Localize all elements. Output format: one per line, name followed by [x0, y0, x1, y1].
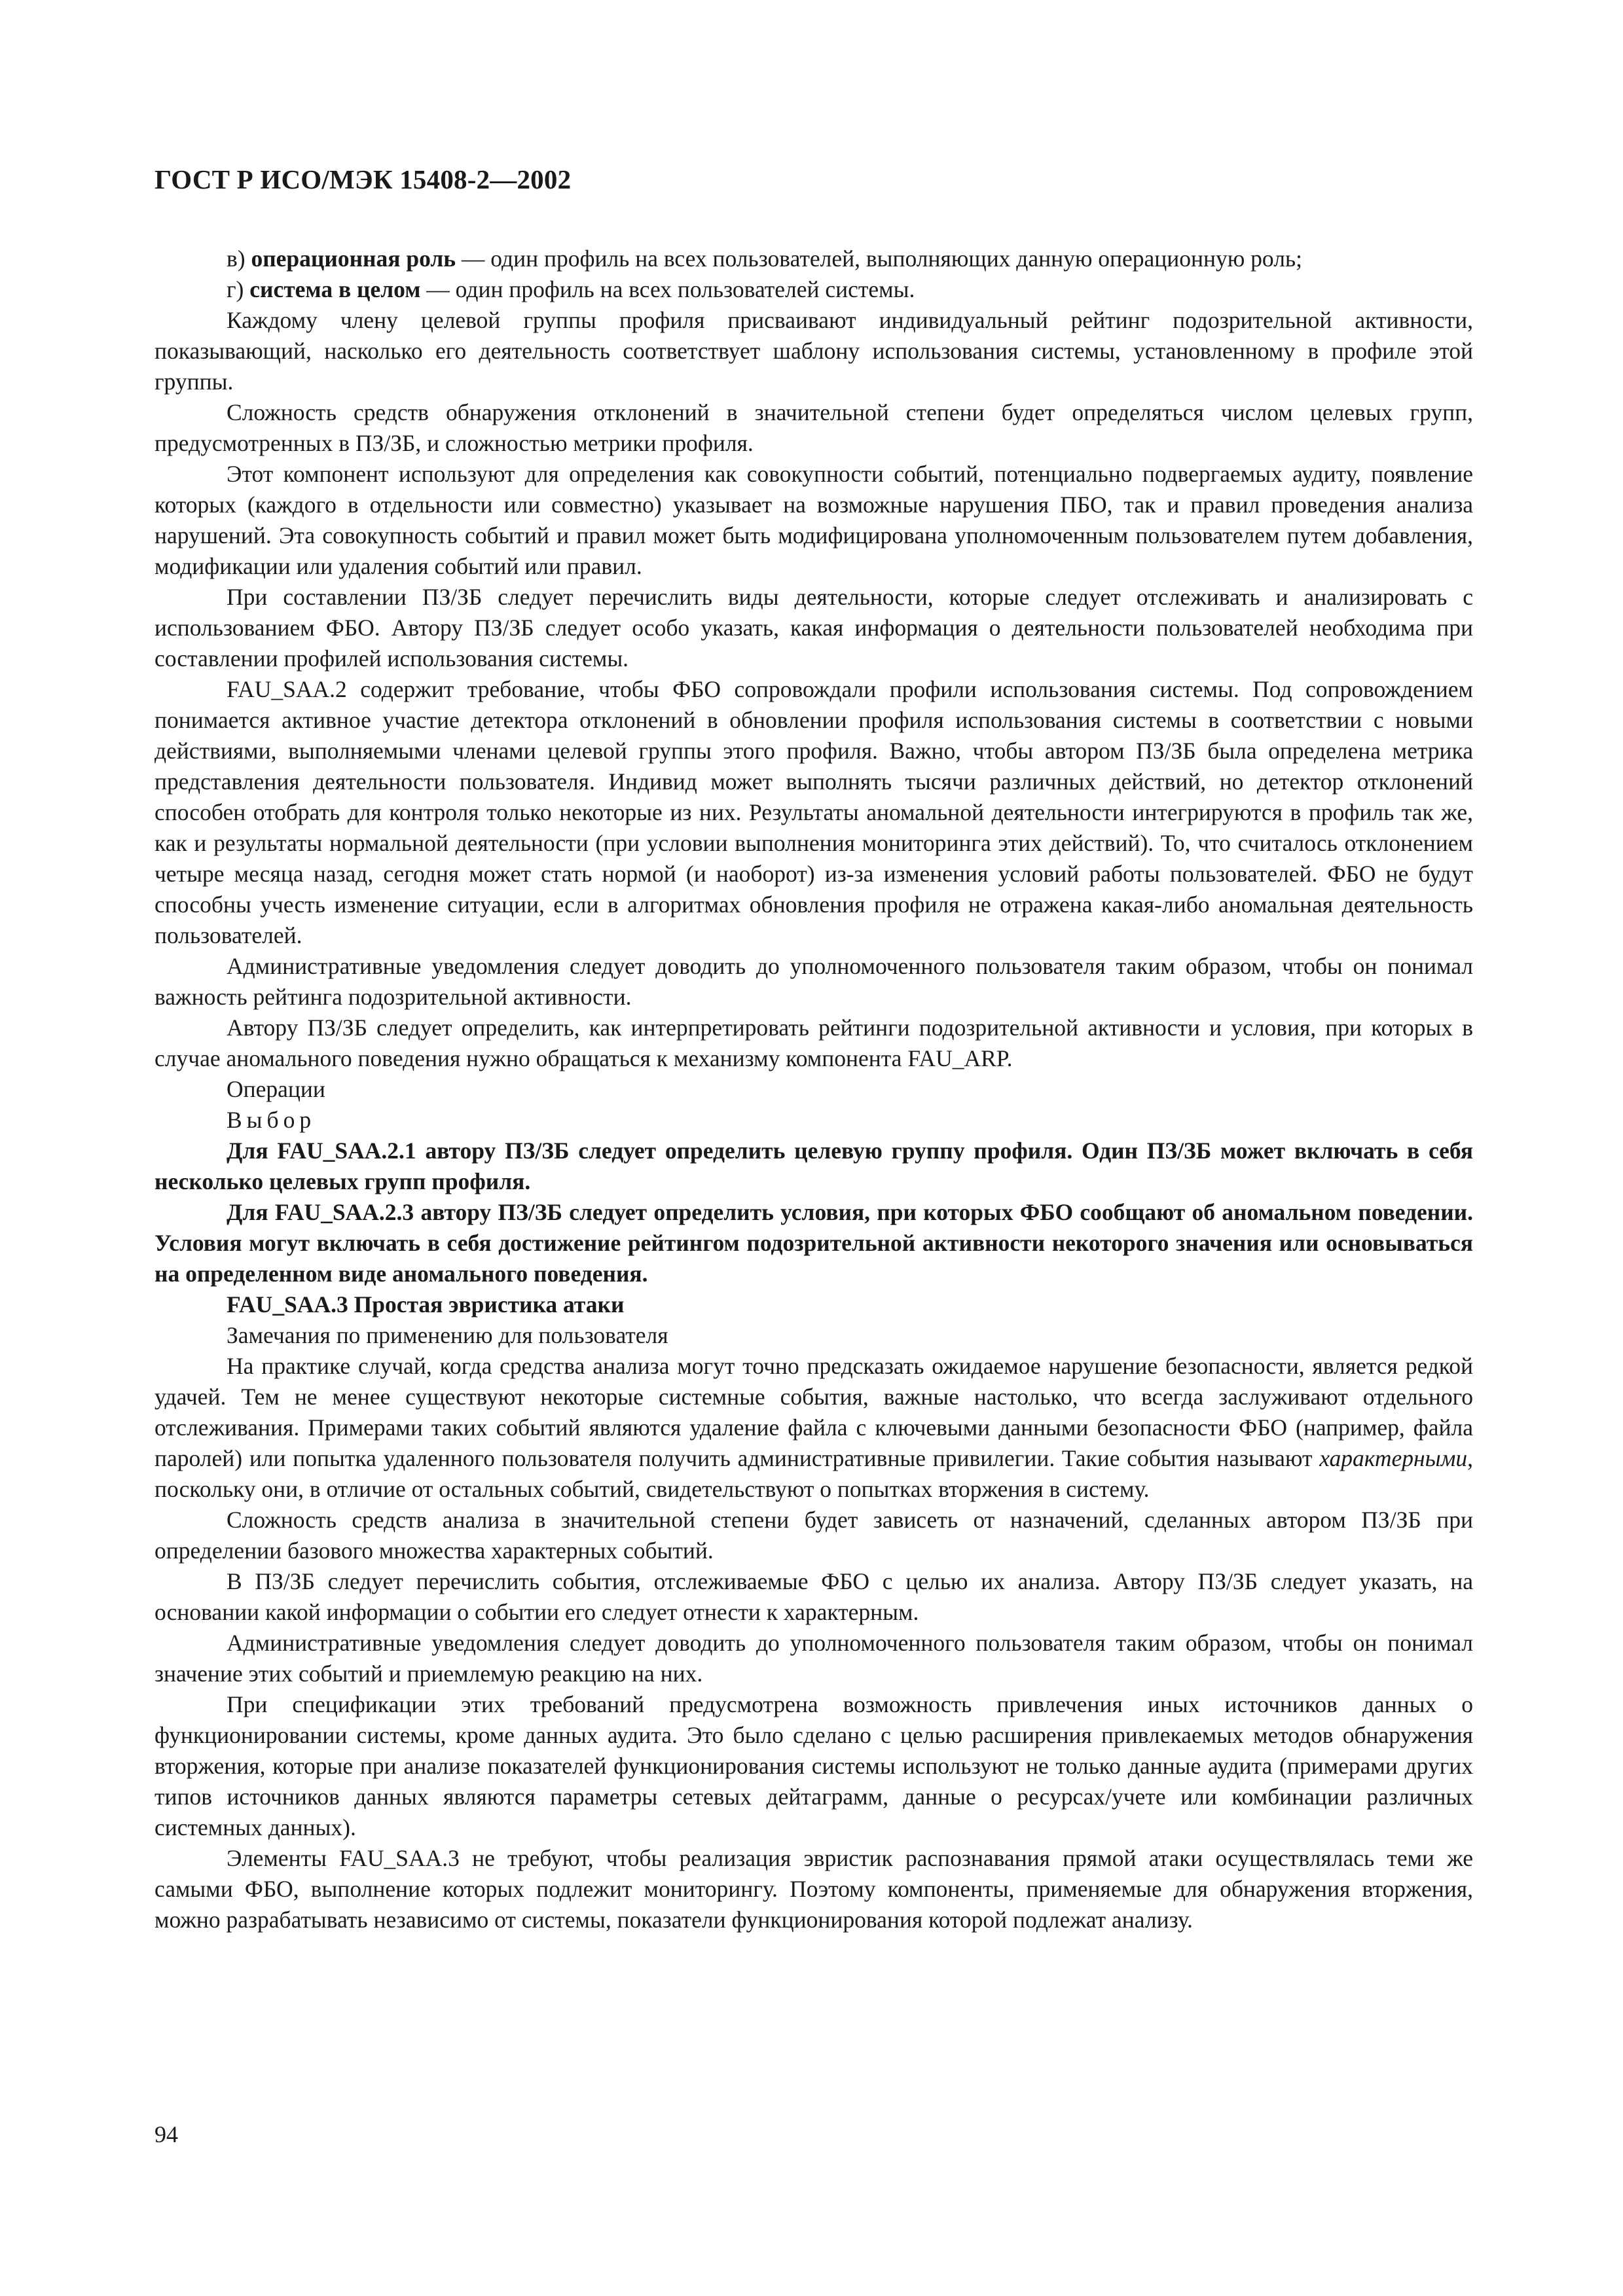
paragraph: Административные уведомления следует доводить до уполномоченного пользователя таким образом, чтобы он понимал важность рейтинга подозрительной активности. [155, 953, 1473, 1010]
paragraph: Административные уведомления следует доводить до уполномоченного пользователя таким образом, чтобы он понимал значение этих событий и приемлемую реакцию на них. [155, 1630, 1473, 1687]
paragraph: Автору ПЗ/ЗБ следует определить, как интерпретировать рейтинги подозрительной активности и условия, при которых в случае аномального поведения нужно обращаться к механизму компонента FAU_ARP. [155, 1014, 1473, 1071]
document-body [155, 243, 1473, 1935]
paragraph: На практике случай, когда средства анализа могут точно предсказать ожидаемое нарушение безопасности, является редкой удачей. Тем не менее существуют некоторые системные события, важные настолько, что всегда заслуживают отдельного отслеживания. Примерами таких событий являются удаление файла с ключевыми данными безопасности ФБО (например, файла паролей) или попытка удаленного пользователя получить административные привилегии. Такие события называют характерными, поскольку они, в отличие от остальных событий, свидетельствуют о попытках вторжения в систему. [155, 1353, 1473, 1502]
subheading-operations: Операции [227, 1076, 325, 1102]
subheading-user-notes: Замечания по применению для пользователя [227, 1322, 668, 1348]
paragraph: Сложность средств обнаружения отклонений в значительной степени будет определяться числом целевых групп, предусмотренных в ПЗ/ЗБ, и сложностью метрики профиля. [155, 399, 1473, 456]
document-header: ГОСТ Р ИСО/МЭК 15408-2—2002 [155, 164, 572, 194]
paragraph: Каждому члену целевой группы профиля присваивают индивидуальный рейтинг подозрительной активности, показывающий, насколько его деятельность соответствует шаблону использования системы, установленному в профиле этой группы. [155, 307, 1473, 395]
paragraph: В ПЗ/ЗБ следует перечислить события, отслеживаемые ФБО с целью их анализа. Автору ПЗ/ЗБ следует указать, на основании какой информации о событии его следует отнести к характерным. [155, 1568, 1473, 1625]
bold-paragraph: Для FAU_SAA.2.1 автору ПЗ/ЗБ следует определить целевую группу профиля. Один ПЗ/ЗБ может включать в себя несколько целевых групп профиля. [155, 1138, 1473, 1194]
paragraph: Сложность средств анализа в значительной степени будет зависеть от назначений, сделанных автором ПЗ/ЗБ при определении базового множества характерных событий. [155, 1507, 1473, 1564]
paragraph-list-item-g: г) система в целом — один профиль на всех пользователей системы. [227, 276, 915, 302]
subheading-selection: Выбор [227, 1107, 316, 1133]
section-heading: FAU_SAA.3 Простая эвристика атаки [227, 1291, 625, 1318]
paragraph: Элементы FAU_SAA.3 не требуют, чтобы реализация эвристик распознавания прямой атаки осуществлялась теми же самыми ФБО, выполнение которых подлежит мониторингу. Поэтому компоненты, применяемые для обнаружения вторжения, можно разрабатывать независимо от системы, показатели функционирования которой подлежат анализу. [155, 1845, 1473, 1933]
paragraph-list-item-v: в) операционная роль — один профиль на всех пользователей, выполняющих данную операционную роль; [227, 245, 1302, 272]
paragraph: При спецификации этих требований предусмотрена возможность привлечения иных источников данных о функционировании системы, кроме данных аудита. Это было сделано с целью расширения привлекаемых методов обнаружения вторжения, которые при анализе показателей функционирования системы используют не только данные аудита (примерами других типов источников данных являются параметры сетевых дейтаграмм, данные о ресурсах/учете или комбинации различных системных данных). [155, 1691, 1473, 1840]
bold-paragraph: Для FAU_SAA.2.3 автору ПЗ/ЗБ следует определить условия, при которых ФБО сообщают об аномальном поведении. Условия могут включать в себя достижение рейтингом подозрительной активности некоторого значения или основываться на определенном виде аномального поведения. [155, 1199, 1473, 1287]
paragraph: FAU_SAA.2 содержит требование, чтобы ФБО сопровождали профили использования системы. Под сопровождением понимается активное участие детектора отклонений в обновлении профиля использования системы в соответствии с новыми действиями, выполняемыми членами целевой группы этого профиля. Важно, чтобы автором ПЗ/ЗБ была определена метрика представления деятельности пользователя. Индивид может выполнять тысячи различных действий, но детектор отклонений способен отобрать для контроля только некоторые из них. Результаты аномальной деятельности интегрируются в профиль так же, как и результаты нормальной деятельности (при условии выполнения мониторинга этих действий). То, что считалось отклонением четыре месяца назад, сегодня может стать нормой (и наоборот) из-за изменения условий работы пользователей. ФБО не будут способны учесть изменение ситуации, если в алгоритмах обновления профиля не отражена какая-либо аномальная деятельность пользователей. [155, 676, 1473, 948]
paragraph: Этот компонент используют для определения как совокупности событий, потенциально подвергаемых аудиту, появление которых (каждого в отдельности или совместно) указывает на возможные нарушения ПБО, так и правил проведения анализа нарушений. Эта совокупность событий и правил может быть модифицирована уполномоченным пользователем путем добавления, модификации или удаления событий или правил. [155, 461, 1473, 579]
page-number: 94 [155, 2121, 178, 2147]
paragraph: При составлении ПЗ/ЗБ следует перечислить виды деятельности, которые следует отслеживать и анализировать с использованием ФБО. Автору ПЗ/ЗБ следует особо указать, какая информация о деятельности пользователей необходима при составлении профилей использования системы. [155, 584, 1473, 672]
